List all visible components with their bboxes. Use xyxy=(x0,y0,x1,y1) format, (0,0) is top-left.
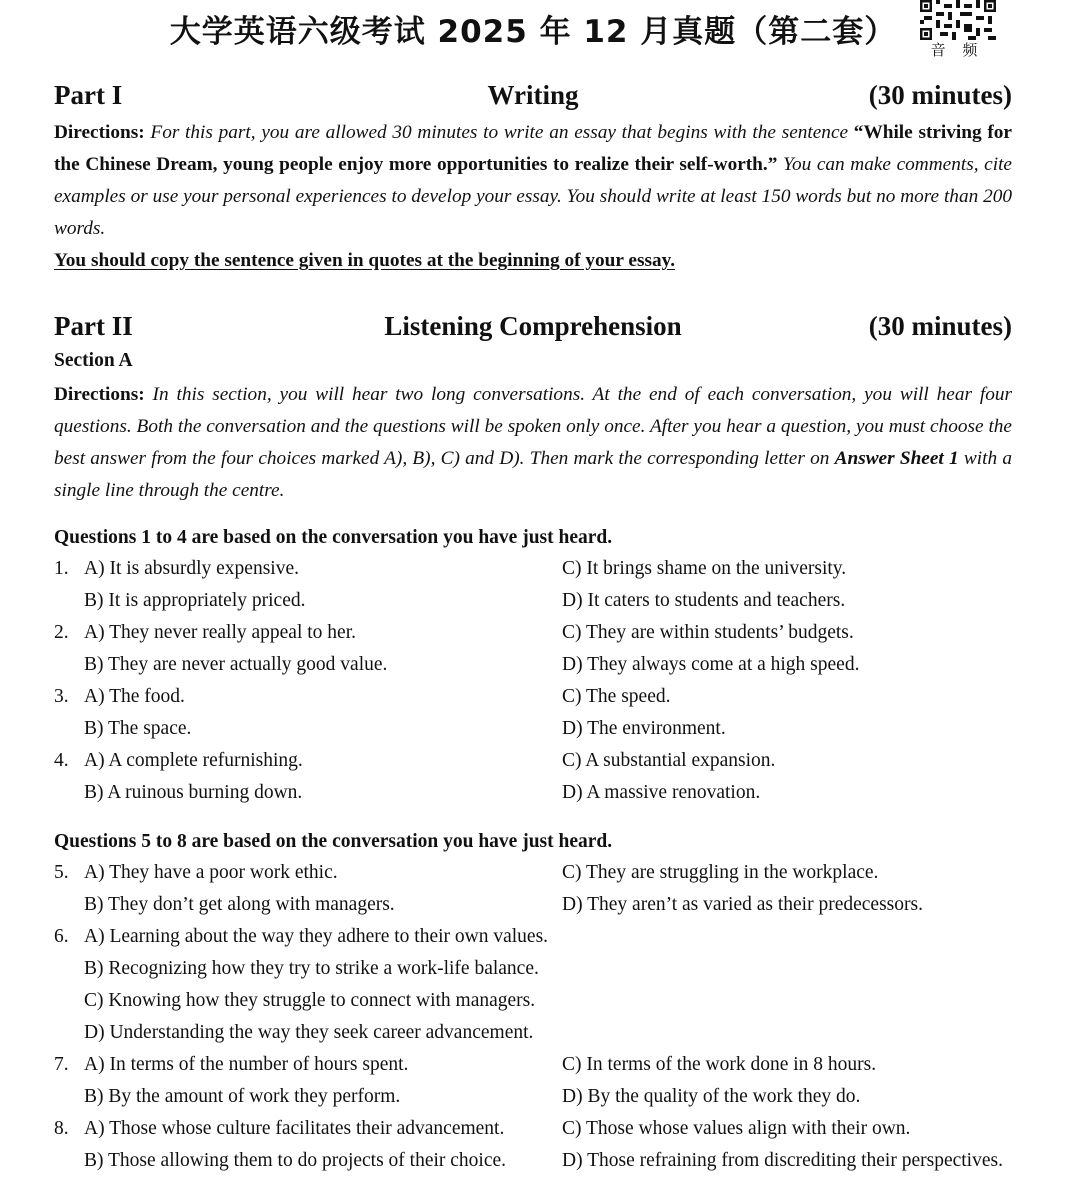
option-d[interactable]: D) By the quality of the work they do. xyxy=(562,1086,861,1107)
question-6-option-a xyxy=(54,926,1054,958)
option-d[interactable]: D) They always come at a high speed. xyxy=(562,654,860,675)
part1-time: (30 minutes) xyxy=(868,80,1012,110)
question-6-option-d xyxy=(54,1022,1054,1054)
question-6-option-b xyxy=(54,958,1054,990)
option-a[interactable]: A) Learning about the way they adhere to their own values. xyxy=(84,926,549,947)
option-c[interactable]: C) They are within students’ budgets. xyxy=(562,622,854,643)
question-2-row-b xyxy=(54,654,1054,686)
option-b[interactable]: B) They don’t get along with managers. xyxy=(84,894,395,915)
option-b[interactable]: B) Recognizing how they try to strike a work-life balance. xyxy=(84,958,539,979)
part1-directions-text-2: You can make comments, cite examples or use your personal experiences to develop your essay. You should write at least 150 words but no more than 200 words. xyxy=(54,154,1012,239)
question-5-row-a xyxy=(54,862,1054,894)
section-a-heading: Section A xyxy=(54,350,133,371)
question-3-row-a xyxy=(54,686,1054,718)
option-c[interactable]: C) It brings shame on the university. xyxy=(562,558,847,579)
option-a[interactable]: A) A complete refurnishing. xyxy=(84,750,303,771)
part1-header xyxy=(54,80,1012,116)
option-a[interactable]: A) In terms of the number of hours spent. xyxy=(84,1054,409,1075)
part2-directions-text: In this section, you will hear two long conversations. At the end of each conversation, you will hear four questions. Both the conversation and the questions will be spoken only once. After you hear a question, you must choose the best answer from the four choices marked A), B), C) and D). Then mark the corresponding letter on xyxy=(54,384,1012,469)
question-number: 5. xyxy=(54,862,69,883)
question-8-row-b xyxy=(54,1150,1054,1182)
part1-note xyxy=(54,245,1012,277)
question-1-row-a xyxy=(54,558,1054,590)
option-c[interactable]: C) In terms of the work done in 8 hours. xyxy=(562,1054,877,1075)
option-a[interactable]: A) It is absurdly expensive. xyxy=(84,558,299,579)
option-a[interactable]: A) The food. xyxy=(84,686,185,707)
part2-directions-text-2: with a single line through the centre. xyxy=(54,448,1012,501)
option-d[interactable]: D) They aren’t as varied as their predecessors. xyxy=(562,894,923,915)
question-number: 3. xyxy=(54,686,69,707)
question-number: 8. xyxy=(54,1118,69,1139)
option-b[interactable]: B) Those allowing them to do projects of their choice. xyxy=(84,1150,507,1171)
question-number: 7. xyxy=(54,1054,69,1075)
question-8-row-a xyxy=(54,1118,1054,1150)
question-1-row-b xyxy=(54,590,1054,622)
option-b[interactable]: B) A ruinous burning down. xyxy=(84,782,303,803)
option-a[interactable]: A) They never really appeal to her. xyxy=(84,622,356,643)
option-d[interactable]: D) The environment. xyxy=(562,718,726,739)
part1-note-text: You should copy the sentence given in quotes at the beginning of your essay. xyxy=(54,250,676,271)
part2-header xyxy=(54,311,1012,347)
part1-directions xyxy=(54,117,1012,245)
part1-prompt-quote: “While striving for the Chinese Dream, young people enjoy more opportunities to realize their self-worth.” xyxy=(54,122,1012,175)
question-4-row-b xyxy=(54,782,1054,814)
question-number: 2. xyxy=(54,622,69,643)
question-group-1-heading: Questions 1 to 4 are based on the conversation you have just heard. xyxy=(54,527,613,548)
option-c[interactable]: C) A substantial expansion. xyxy=(562,750,776,771)
question-3-row-b xyxy=(54,718,1054,750)
question-5-row-b xyxy=(54,894,1054,926)
part2-directions-label: Directions: xyxy=(54,384,145,405)
option-b[interactable]: B) By the amount of work they perform. xyxy=(84,1086,401,1107)
option-d[interactable]: D) A massive renovation. xyxy=(562,782,761,803)
option-b[interactable]: B) The space. xyxy=(84,718,192,739)
question-number: 1. xyxy=(54,558,69,579)
part2-name: Listening Comprehension xyxy=(384,311,682,341)
part1-name: Writing xyxy=(487,80,579,110)
option-d[interactable]: D) Those refraining from discrediting their perspectives. xyxy=(562,1150,1003,1171)
question-2-row-a xyxy=(54,622,1054,654)
question-number: 4. xyxy=(54,750,69,771)
option-a[interactable]: A) Those whose culture facilitates their advancement. xyxy=(84,1118,505,1139)
option-c[interactable]: C) Those whose values align with their own. xyxy=(562,1118,911,1139)
part2-time: (30 minutes) xyxy=(868,311,1012,341)
option-c[interactable]: C) Knowing how they struggle to connect with managers. xyxy=(84,990,536,1011)
audio-label[interactable]: 音 频 xyxy=(930,41,984,59)
answer-sheet-ref: Answer Sheet 1 xyxy=(834,448,959,469)
part1-directions-label: Directions: xyxy=(54,122,145,143)
part1-directions-text: For this part, you are allowed 30 minutes to write an essay that begins with the sentence xyxy=(144,122,854,143)
part1-label: Part I xyxy=(54,80,123,110)
question-4-row-a xyxy=(54,750,1054,782)
option-d[interactable]: D) It caters to students and teachers. xyxy=(562,590,846,611)
option-c[interactable]: C) The speed. xyxy=(562,686,671,707)
part2-label: Part II xyxy=(54,311,133,341)
question-7-row-a xyxy=(54,1054,1054,1086)
question-6-option-c xyxy=(54,990,1054,1022)
page-title: 大学英语六级考试 2025 年 12 月真题（第二套） xyxy=(169,14,897,50)
part2-directions xyxy=(54,379,1012,507)
question-group-2-heading: Questions 5 to 8 are based on the conversation you have just heard. xyxy=(54,831,613,852)
question-7-row-b xyxy=(54,1086,1054,1118)
question-number: 6. xyxy=(54,926,69,947)
option-d[interactable]: D) Understanding the way they seek career advancement. xyxy=(84,1022,534,1043)
option-a[interactable]: A) They have a poor work ethic. xyxy=(84,862,338,883)
option-b[interactable]: B) They are never actually good value. xyxy=(84,654,388,675)
option-b[interactable]: B) It is appropriately priced. xyxy=(84,590,306,611)
qr-code-icon[interactable] xyxy=(920,0,996,40)
option-c[interactable]: C) They are struggling in the workplace. xyxy=(562,862,879,883)
